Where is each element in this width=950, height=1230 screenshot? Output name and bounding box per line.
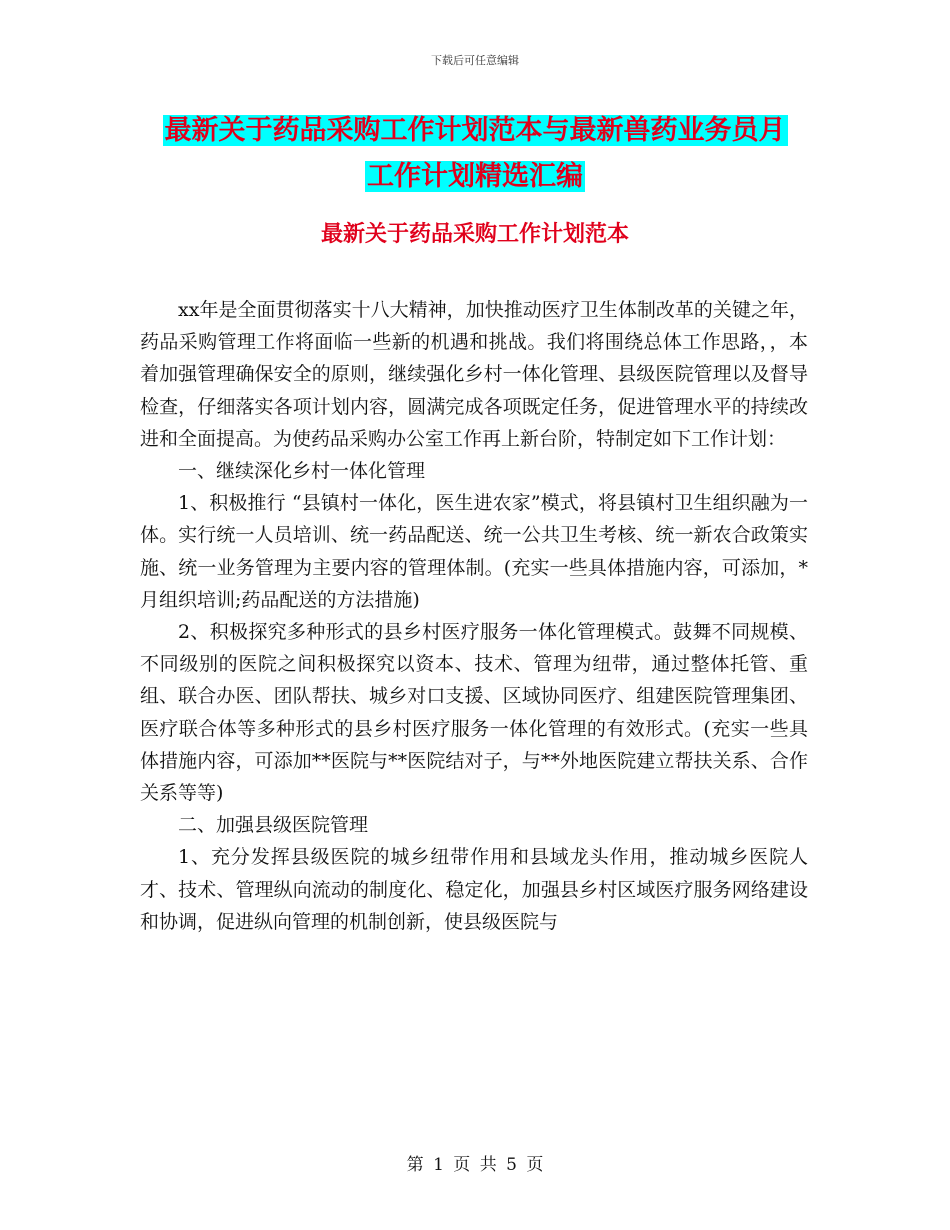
- document-title-line-1: 最新关于药品采购工作计划范本与最新兽药业务员月: [164, 115, 786, 146]
- paragraph-item-2: 2、积极探究多种形式的县乡村医疗服务一体化管理模式。鼓舞不同规模、不同级别的医院之间积极探究以资本、技术、管理为纽带，通过整体托管、重组、联合办医、团队帮扶、城乡对口支援、区域协同医疗、组建医院管理集团、医疗联合体等多种形式的县乡村医疗服务一体化管理的有效形式。(充实一些具体措施内容，可添加**医院与**医院结对子，与**外地医院建立帮扶关系、合作关系等等): [140, 621, 808, 805]
- heading-part-two: 二、加强县级医院管理: [178, 814, 369, 837]
- heading-part-one: 一、继续深化乡村一体化管理: [178, 460, 426, 483]
- paragraph-item-1: 1、积极推行 “县镇村一体化，医生进农家”模式，将县镇村卫生组织融为一体。实行统一人员培训、统一药品配送、统一公共卫生考核、统一新农合政策实施、统一业务管理为主要内容的管理体制。(充实一些具体措施内容，可添加，*月组织培训;药品配送的方法措施): [140, 492, 808, 611]
- document-title-line-2: 工作计划精选汇编: [367, 161, 583, 192]
- document-body: [140, 294, 808, 938]
- page-header-note: 下载后可任意编辑: [431, 54, 519, 67]
- section-title: 最新关于药品采购工作计划范本: [320, 222, 629, 247]
- paragraph-intro: xx年是全面贯彻落实十八大精神，加快推动医疗卫生体制改革的关键之年，药品采购管理工作将面临一些新的机遇和挑战。我们将围绕总体工作思路，，本着加强管理确保安全的原则，继续强化乡村一体化管理、县级医院管理以及督导检查，仔细落实各项计划内容，圆满完成各项既定任务，促进管理水平的持续改进和全面提高。为使药品采购办公室工作再上新台阶，特制定如下工作计划：: [140, 299, 808, 450]
- page-footer: 第 1 页 共 5 页: [406, 1155, 544, 1175]
- paragraph-part-two-item-1: 1、充分发挥县级医院的城乡纽带作用和县域龙头作用，推动城乡医院人才、技术、管理纵向流动的制度化、稳定化，加强县乡村区域医疗服务网络建设和协调，促进纵向管理的机制创新，使县级医院与: [140, 846, 808, 933]
- document-title: [0, 108, 950, 200]
